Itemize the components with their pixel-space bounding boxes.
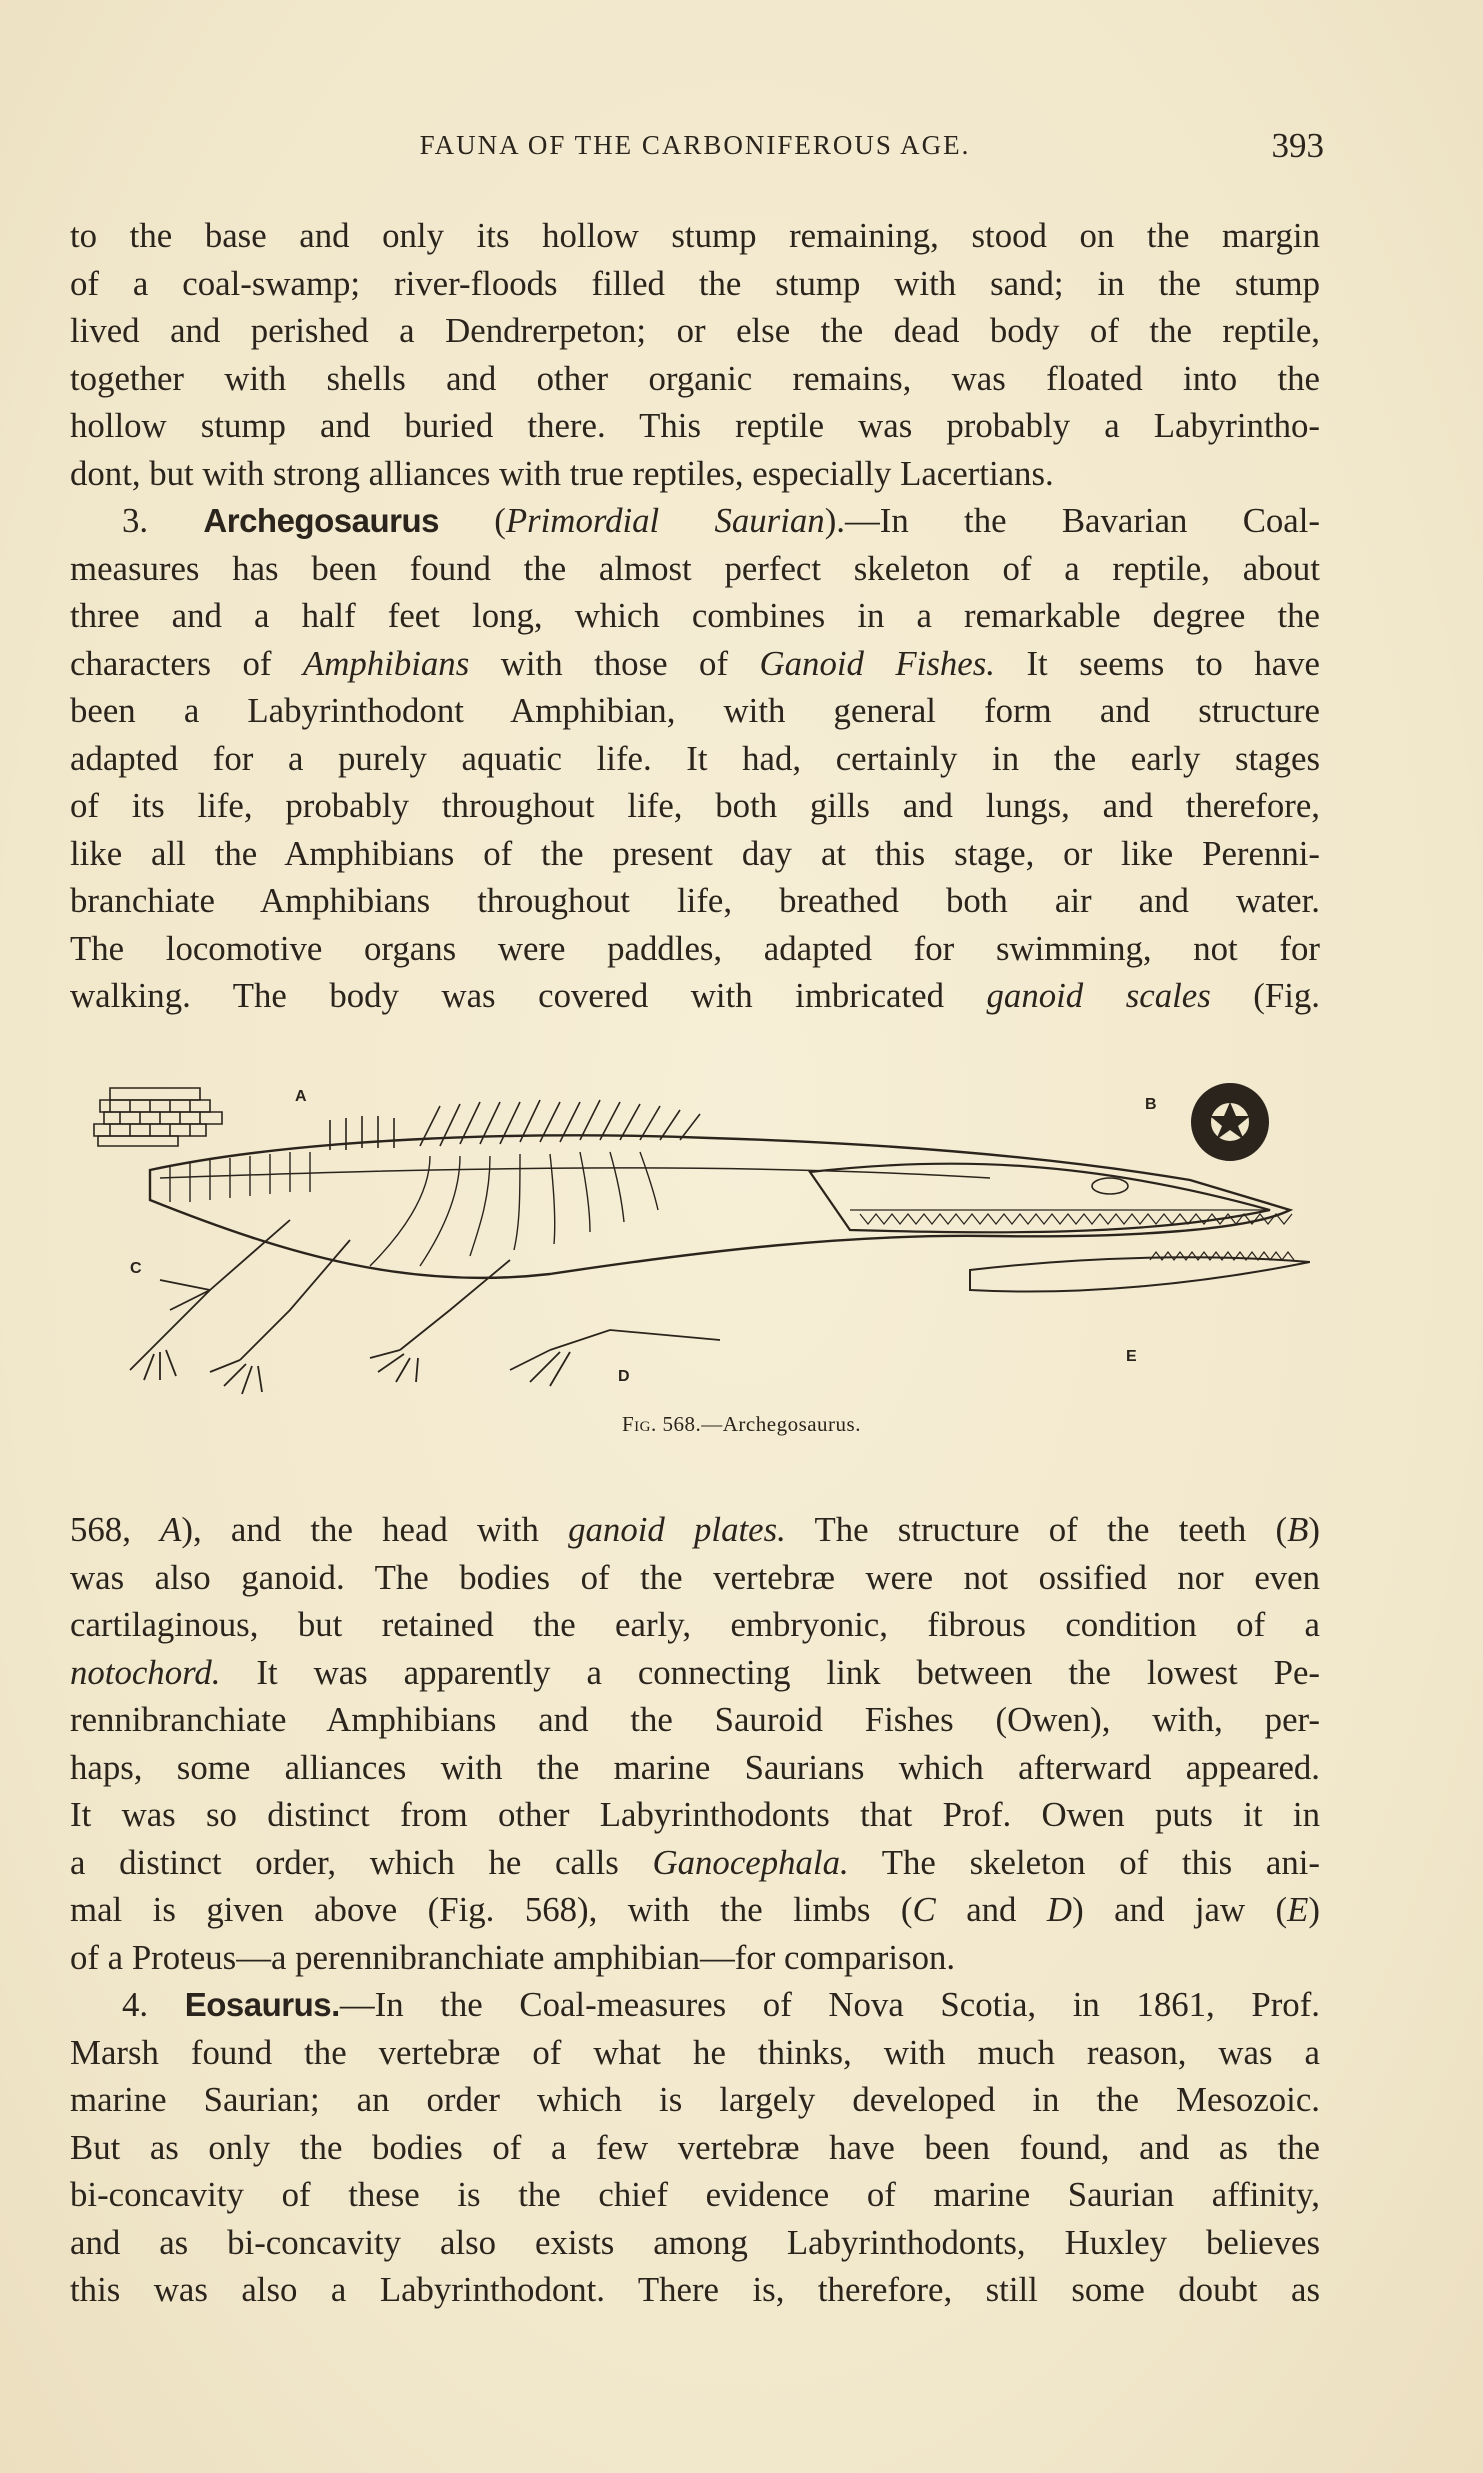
italic-term: Ganocephala.: [652, 1842, 849, 1882]
text-line: of a coal-swamp; river-floods filled the stump with sand; in the stump: [70, 263, 1320, 303]
text-line: cartilaginous, but retained the early, embryonic, fibrous condition of a: [70, 1605, 1320, 1644]
section-number: 4.: [122, 1985, 149, 2024]
italic-term: notochord.: [70, 1652, 221, 1692]
text-line: measures has been found the almost perfect skeleton of a reptile, about: [70, 548, 1320, 588]
caption-prefix: Fig.: [622, 1412, 657, 1436]
text-line: hollow stump and buried there. This reptile was probably a Labyrintho-: [70, 406, 1320, 445]
figure-label-d: D: [618, 1368, 630, 1385]
jaw-e: [970, 1252, 1310, 1292]
italic-term: D: [1046, 1890, 1073, 1929]
text-line: [70, 1886, 1320, 1934]
text-line: been a Labyrinthodont Amphibian, with general form and structure: [70, 691, 1320, 730]
text-run: with those of: [469, 643, 760, 683]
text-line: together with shells and other organic remains, was floated into the: [70, 358, 1320, 398]
text-line: Marsh found the vertebræ of what he thinks, with much reason, was a: [70, 2032, 1320, 2072]
text-run: It seems to have: [994, 643, 1320, 683]
tooth-section-b: [1192, 1084, 1268, 1160]
text-block-top: [70, 212, 1320, 1020]
page-header: [70, 118, 1324, 178]
figure-label-b: B: [1145, 1096, 1157, 1113]
figure-label-e: E: [1126, 1348, 1137, 1365]
italic-term: ganoid plates.: [568, 1510, 786, 1549]
figure-label-a: A: [295, 1088, 307, 1105]
text-line: [70, 1506, 1320, 1554]
text-run: characters of: [70, 643, 303, 683]
text-run: ): [1308, 1890, 1320, 1929]
text-line: [70, 640, 1320, 688]
text-run: The skeleton of this ani-: [848, 1842, 1320, 1882]
italic-term: Amphibians: [302, 643, 470, 683]
text-line: lived and perished a Dendrerpeton; or else the dead body of the reptile,: [70, 311, 1320, 350]
italic-term: ganoid scales: [986, 976, 1211, 1015]
text-run: 568,: [70, 1510, 161, 1549]
caption-text: 568.—Archegosaurus.: [656, 1412, 861, 1436]
text-line: bi-concavity of these is the chief evidence of marine Saurian affinity,: [70, 2175, 1320, 2214]
section-heading-eosaurus: Eosaurus.: [184, 1986, 340, 2023]
text-line: It was so distinct from other Labyrinthodonts that Prof. Owen puts it in: [70, 1795, 1320, 1834]
text-line: and as bi-concavity also exists among Labyrinthodonts, Huxley believes: [70, 2222, 1320, 2262]
text-line: haps, some alliances with the marine Saurians which afterward appeared.: [70, 1747, 1320, 1787]
fore-limb-d: [370, 1260, 720, 1386]
text-line: The locomotive organs were paddles, adapted for swimming, not for: [70, 928, 1320, 968]
paren: (: [494, 501, 506, 540]
figure-label-c: C: [130, 1260, 142, 1277]
text-line: adapted for a purely aquatic life. It had, certainly in the early stages: [70, 738, 1320, 778]
section-number: 3.: [122, 501, 149, 540]
skeleton-body: [150, 1100, 1292, 1278]
text-line: of a Proteus—a perennibranchiate amphibian—for comparison.: [70, 1937, 956, 1977]
italic-term: E: [1287, 1890, 1309, 1929]
text-run: ): [1308, 1510, 1320, 1549]
italic-term: A: [160, 1510, 182, 1549]
text-line: [70, 972, 1320, 1020]
text-run: ), and the head with: [181, 1510, 569, 1549]
text-line: this was also a Labyrinthodont. There is, therefore, still some doubt as: [70, 2270, 1320, 2309]
text-line: to the base and only its hollow stump remaining, stood on the margin: [70, 216, 1320, 255]
text-run: mal is given above (Fig. 568), with the limbs (: [70, 1890, 913, 1929]
text-run: and: [935, 1890, 1047, 1929]
text-line: But as only the bodies of a few vertebræ have been found, and as the: [70, 2127, 1320, 2167]
eosaurus-heading-line: [70, 1981, 1320, 2029]
italic-term: C: [912, 1890, 936, 1929]
text-line: was also ganoid. The bodies of the vertebræ were not ossified nor even: [70, 1557, 1320, 1597]
text-line: of its life, probably throughout life, both gills and lungs, and therefore,: [70, 786, 1320, 825]
text-line: three and a half feet long, which combines in a remarkable degree the: [70, 596, 1320, 635]
text-line: branchiate Amphibians throughout life, breathed both air and water.: [70, 881, 1320, 920]
text-run: walking. The body was covered with imbricated: [70, 976, 987, 1015]
text-run: It was apparently a connecting link between the lowest Pe-: [220, 1652, 1320, 1692]
text-line: rennibranchiate Amphibians and the Sauroid Fishes (Owen), with, per-: [70, 1700, 1320, 1739]
figure-caption: [0, 1412, 1483, 1437]
gloss-italic: Primordial Saurian: [505, 501, 825, 540]
text-line: like all the Amphibians of the present day at this stage, or like Perenni-: [70, 833, 1320, 873]
running-head: FAUNA OF THE CARBONIFEROUS AGE.: [419, 130, 971, 160]
text-line: marine Saurian; an order which is largely developed in the Mesozoic.: [70, 2080, 1320, 2119]
italic-term: Ganoid Fishes.: [759, 643, 995, 683]
italic-term: B: [1287, 1510, 1309, 1549]
text-line: [70, 1649, 1320, 1697]
page-number: 393: [1271, 126, 1324, 165]
text-run: ) and jaw (: [1072, 1890, 1288, 1929]
section-heading-archegosaurus: Archegosaurus: [203, 502, 439, 539]
text-run: The structure of the teeth (: [785, 1510, 1288, 1549]
hind-limb-c: [130, 1220, 350, 1394]
text-run: —In the Coal-measures of Nova Scotia, in 1861, Prof.: [339, 1985, 1320, 2024]
text-run: a distinct order, which he calls: [70, 1842, 653, 1882]
text-line: dont, but with strong alliances with true reptiles, especially Lacertians.: [70, 453, 1054, 493]
archegosaurus-heading-line: [70, 497, 1320, 545]
text-run: (Fig.: [1210, 976, 1320, 1015]
ganoid-scales-a: [94, 1088, 222, 1146]
text-run: ).—In the Bavarian Coal-: [824, 501, 1321, 540]
text-block-bottom: [70, 1506, 1320, 2314]
text-line: [70, 1839, 1320, 1887]
figure-archegosaurus-skeleton: [90, 1060, 1310, 1400]
